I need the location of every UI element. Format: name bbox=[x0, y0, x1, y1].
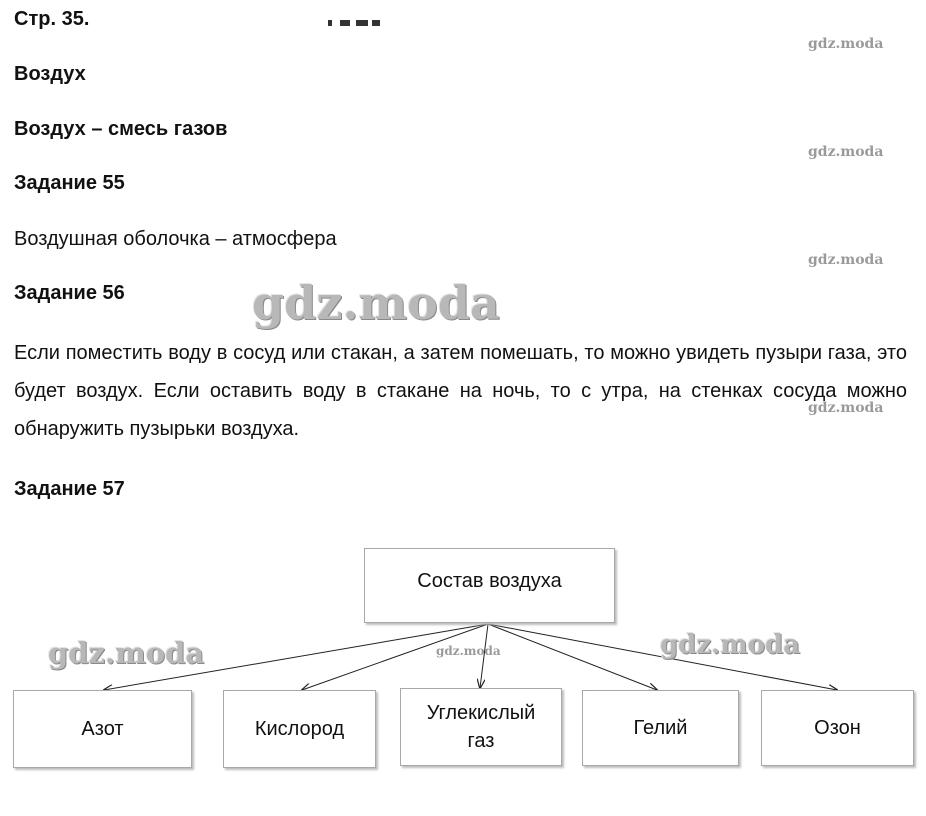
diagram-node-ozone: Озон bbox=[761, 690, 914, 766]
watermark: gdz.moda bbox=[252, 276, 500, 330]
watermark: gdz.moda bbox=[808, 400, 884, 416]
arrow-to-helium bbox=[488, 624, 657, 690]
page-reference: Стр. 35. bbox=[14, 8, 90, 30]
watermark: gdz.moda bbox=[808, 144, 884, 160]
watermark: gdz.moda bbox=[48, 636, 205, 670]
diagram-node-oxygen: Кислород bbox=[223, 690, 376, 768]
diagram-node-co2: Углекислый газ bbox=[400, 688, 562, 766]
diagram-root-air-composition: Состав воздуха bbox=[364, 548, 615, 623]
heading-air-mixture: Воздух – смесь газов bbox=[14, 118, 228, 140]
heading-task-57: Задание 57 bbox=[14, 478, 125, 500]
answer-task-55: Воздушная оболочка – атмосфера bbox=[14, 228, 337, 250]
heading-air: Воздух bbox=[14, 63, 86, 85]
watermark: gdz.moda bbox=[808, 36, 884, 52]
watermark: gdz.moda bbox=[436, 644, 501, 658]
watermark: gdz.moda bbox=[808, 252, 884, 268]
heading-task-56: Задание 56 bbox=[14, 282, 125, 304]
diagram-node-helium: Гелий bbox=[582, 690, 739, 766]
heading-task-55: Задание 55 bbox=[14, 172, 125, 194]
diagram-node-nitrogen: Азот bbox=[13, 690, 192, 768]
watermark: gdz.moda bbox=[660, 630, 801, 660]
answer-task-56: Если поместить воду в сосуд или стакан, а затем помешать, то можно увидеть пузыри газа, это будет воздух. Если оставить воду в стакане на ночь, то с утра, на стенках сосуда можно обнаружить пузырьки воздуха. bbox=[14, 342, 907, 440]
